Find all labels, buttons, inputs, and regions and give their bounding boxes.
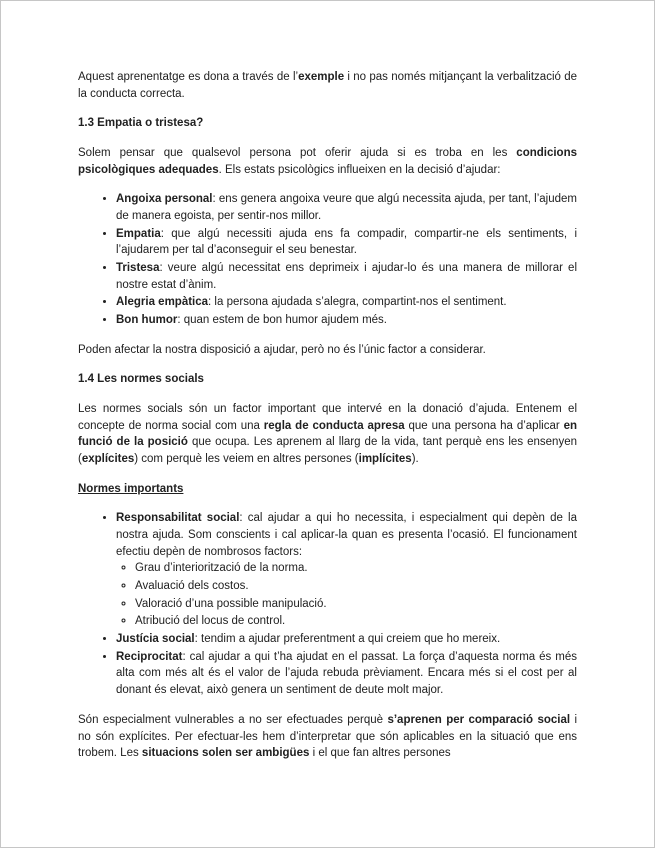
text-run: s’aprenen per comparació social <box>387 713 571 726</box>
text-run: Justícia social <box>116 633 195 646</box>
text-run: : cal ajudar a qui ho necessita, i especialment qui depèn de la nostra ajuda. Som conscients i cal aplicar-la quan es presenta l’ocasió. El funcionament efectiu depèn de nombrosos factors: <box>116 512 577 558</box>
text-run: Grau d’interiorització de la norma. <box>135 562 308 575</box>
text-run: : ens genera angoixa veure que algú necessita ajuda, per tant, l’ajudem de manera egoista, per sentir-nos millor. <box>116 193 577 223</box>
text-run: Responsabilitat social <box>116 512 240 525</box>
list-item <box>135 596 577 613</box>
text-run: explícites <box>81 453 135 466</box>
section-heading <box>78 481 577 498</box>
text-run: ) com perquè les veiem en altres persones ( <box>134 453 359 466</box>
list-item <box>116 631 577 648</box>
list-item <box>116 510 577 630</box>
list-item <box>116 226 577 259</box>
list-item <box>135 613 577 630</box>
text-run: que una persona ha d’aplicar <box>404 419 564 432</box>
text-run: Bon humor <box>116 314 178 327</box>
section-heading <box>78 371 577 388</box>
paragraph <box>78 145 577 178</box>
text-run: en funció de la posició <box>78 419 577 449</box>
text-run: Són especialment vulnerables a no ser efectuades perquè <box>78 713 388 726</box>
text-run: : cal ajudar a qui t’ha ajudat en el passat. La força d’aquesta norma és més alta com més alt és el valor de l’ajuda rebuda prèviament. Encara més si el cost per al donant és elevat, això genera un sentiment de deute molt major. <box>116 650 577 697</box>
text-run: : tendim a ajudar preferentment a qui creiem que ho mereix. <box>194 633 501 646</box>
text-run: Poden afectar la nostra disposició a ajudar, però no és l’únic factor a considerar. <box>78 343 486 356</box>
text-run: implícites <box>358 453 412 466</box>
text-run: 1.3 Empatia o tristesa? <box>78 117 204 130</box>
text-run: i el que fan altres persones <box>309 747 451 760</box>
text-run: i no pas només mitjançant la verbalització de la conducta correcta. <box>78 71 577 100</box>
text-run: Normes importants <box>78 482 184 495</box>
text-run: . Els estats psicològics influeixen en la decisió d’ajudar: <box>218 163 501 176</box>
sub-list <box>116 560 577 630</box>
text-run: ). <box>411 453 419 466</box>
text-run: Reciprocitat <box>116 650 183 663</box>
text-run: Angoixa personal <box>116 193 213 206</box>
text-run: 1.4 Les normes socials <box>78 373 204 386</box>
text-run: Aquest aprenentatge es dona a través de l’ <box>78 71 299 83</box>
text-run: Empatia <box>116 227 161 240</box>
text-run: que ocupa. Les aprenem al llarg de la vida, tant perquè ens les ensenyen ( <box>78 436 577 466</box>
list-item <box>116 294 577 311</box>
text-run: Tristesa <box>116 262 160 275</box>
list-item <box>116 191 577 224</box>
list-item <box>135 578 577 595</box>
section-heading <box>78 115 577 132</box>
text-run: condicions psicològiques adequades <box>78 147 577 176</box>
text-run: Valoració d’una possible manipulació. <box>135 597 327 610</box>
paragraph <box>78 69 577 102</box>
document-body <box>1 1 654 847</box>
list-item <box>135 560 577 577</box>
text-run: regla de conducta apresa <box>263 419 405 432</box>
paragraph <box>78 401 577 468</box>
text-run: : quan estem de bon humor ajudem més. <box>177 314 388 327</box>
text-run: i no són explícites. Per efectuar-les hem d’interpretar que són aplicables en la situació que ens trobem. Les <box>78 713 577 760</box>
text-run: Alegria empàtica <box>116 296 209 309</box>
text-run: exemple <box>298 71 345 83</box>
text-run: : que algú necessiti ajuda ens fa compadir, compartir-ne els sentiments, i l’ajudarem per tal d’aconseguir el seu benestar. <box>116 227 577 257</box>
text-run: Solem pensar que qualsevol persona pot oferir ajuda si es troba en les <box>78 147 517 160</box>
text-run: Atribució del locus de control. <box>135 615 286 628</box>
paragraph <box>78 712 577 762</box>
list-item <box>116 649 577 699</box>
text-run: situacions solen ser ambigües <box>141 747 310 760</box>
paragraph <box>78 342 577 359</box>
text-run: Les normes socials són un factor important que intervé en la donació d’ajuda. Entenem el concepte de norma social com una <box>78 403 577 432</box>
text-run: : la persona ajudada s’alegra, compartint-nos el sentiment. <box>208 296 507 309</box>
list-item <box>116 260 577 293</box>
text-run: Avaluació dels costos. <box>135 580 249 593</box>
list-item <box>116 312 577 329</box>
text-run: : veure algú necessitat ens deprimeix i ajudar-lo és una manera de millorar el nostre estat d’ànim. <box>116 262 577 291</box>
bullet-list <box>78 510 577 698</box>
bullet-list <box>78 191 577 328</box>
